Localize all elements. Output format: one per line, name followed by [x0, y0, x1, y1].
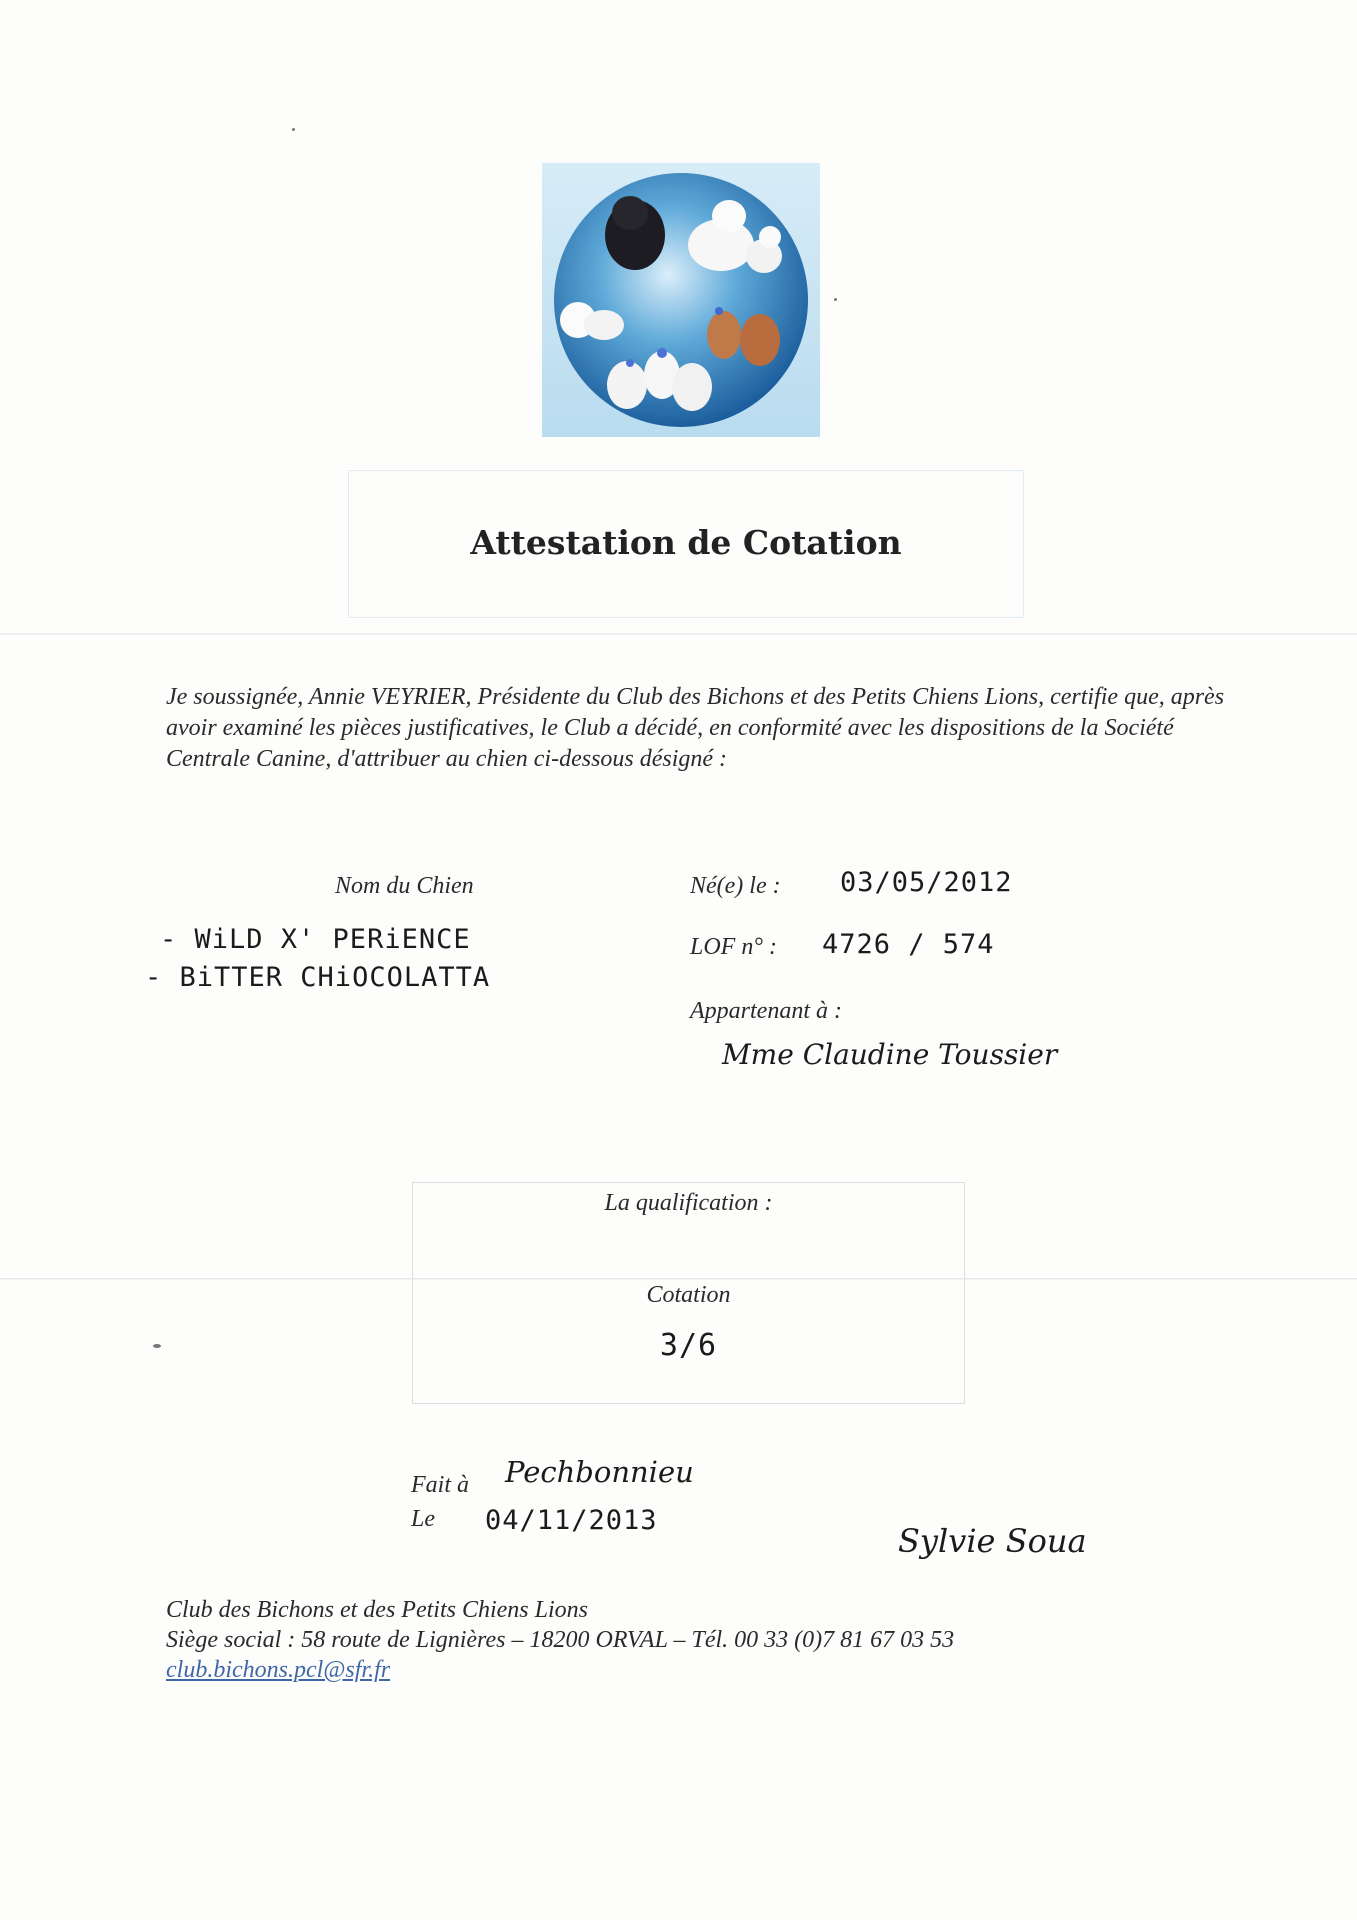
page-title: Attestation de Cotation: [470, 523, 902, 562]
qualification-label: La qualification :: [604, 1190, 773, 1216]
footer-email-link[interactable]: club.bichons.pcl@sfr.fr: [166, 1657, 391, 1683]
cotation-value: 3/6: [659, 1328, 718, 1363]
footer-club-name: Club des Bichons et des Petits Chiens Lions: [166, 1597, 588, 1623]
club-logo: [542, 163, 820, 437]
club-logo-dogs-icon: [542, 163, 820, 437]
date-value: 04/11/2013: [485, 1505, 658, 1536]
cotation-label: Cotation: [646, 1282, 731, 1308]
lof-number-label: LOF n° :: [690, 934, 777, 960]
lof-number-value: 4726 / 574: [822, 929, 995, 960]
dog-name-line2: - BiTTER CHiOCOLATTA: [145, 962, 491, 993]
scan-speck: [153, 1344, 161, 1348]
scan-speck: [834, 298, 837, 301]
date-label: Le: [411, 1506, 435, 1532]
scan-speck: [292, 128, 295, 131]
footer-address: Siège social : 58 route de Lignières – 18200 ORVAL – Tél. 00 33 (0)7 81 67 03 53: [166, 1627, 955, 1653]
intro-paragraph: Je soussignée, Annie VEYRIER, Présidente du Club des Bichons et des Petits Chiens Lions, certifie que, après avoir examiné les pièces justificatives, le Club a décidé, en conformité avec les dispositions de la Société Centrale Canine, d'attribuer au chien ci-dessous désigné :: [166, 684, 1225, 772]
dog-name-line1: - WiLD X' PERiENCE: [160, 924, 471, 955]
title-box: [348, 470, 1024, 618]
place-value: Pechbonnieu: [505, 1455, 694, 1489]
qualification-box: [412, 1182, 965, 1404]
signature: Sylvie Soua: [898, 1522, 1087, 1560]
paper-fold-line: [0, 633, 1357, 635]
place-label: Fait à: [411, 1472, 469, 1498]
dog-name-label: Nom du Chien: [335, 873, 474, 899]
owner-label: Appartenant à :: [690, 998, 842, 1024]
owner-value: Mme Claudine Toussier: [722, 1038, 1058, 1071]
birth-date-value: 03/05/2012: [840, 867, 1013, 898]
birth-date-label: Né(e) le :: [690, 873, 781, 899]
